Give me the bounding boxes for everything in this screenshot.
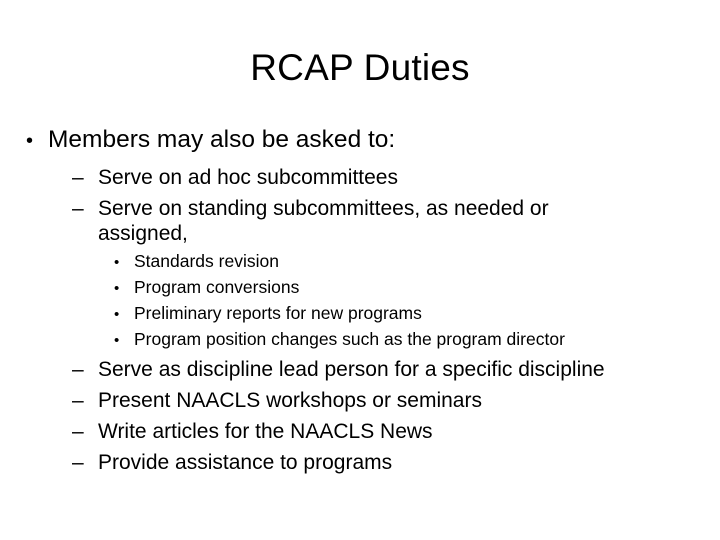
nested-item xyxy=(114,301,422,328)
bullet-icon: • xyxy=(114,254,120,271)
sub-item-text: Present NAACLS workshops or seminars xyxy=(98,389,482,412)
sub-item xyxy=(72,164,398,192)
dash-icon: – xyxy=(72,166,84,189)
sub-item-continuation: assigned, xyxy=(98,222,188,245)
dash-icon: – xyxy=(72,420,84,443)
main-bullet-text: Members may also be asked to: xyxy=(48,126,396,153)
nested-item xyxy=(114,249,279,276)
nested-item xyxy=(114,327,565,354)
slide-title: RCAP Duties xyxy=(250,47,470,88)
nested-item xyxy=(114,275,299,302)
sub-item-text: Serve on standing subcommittees, as needed or xyxy=(98,197,549,220)
bullet-icon: • xyxy=(114,280,120,297)
dash-icon: – xyxy=(72,358,84,381)
dash-icon: – xyxy=(72,389,84,412)
nested-item-text: Standards revision xyxy=(134,251,279,271)
sub-item-text: Write articles for the NAACLS News xyxy=(98,420,433,443)
bullet-icon: • xyxy=(114,306,120,323)
sub-item-text: Serve on ad hoc subcommittees xyxy=(98,166,398,189)
main-bullet xyxy=(26,124,395,157)
nested-item-text: Program position changes such as the program director xyxy=(134,329,565,349)
bullet-icon: • xyxy=(114,332,120,349)
sub-item xyxy=(72,449,392,477)
nested-item-text: Preliminary reports for new programs xyxy=(134,303,422,323)
dash-icon: – xyxy=(72,197,84,220)
sub-item-text: Serve as discipline lead person for a specific discipline xyxy=(98,358,605,381)
nested-item-text: Program conversions xyxy=(134,277,300,297)
sub-item xyxy=(72,195,632,248)
bullet-icon: • xyxy=(26,130,34,152)
sub-item-text: Provide assistance to programs xyxy=(98,451,393,474)
sub-item xyxy=(72,356,605,384)
sub-item xyxy=(72,387,482,415)
sub-item xyxy=(72,418,433,446)
dash-icon: – xyxy=(72,451,84,474)
